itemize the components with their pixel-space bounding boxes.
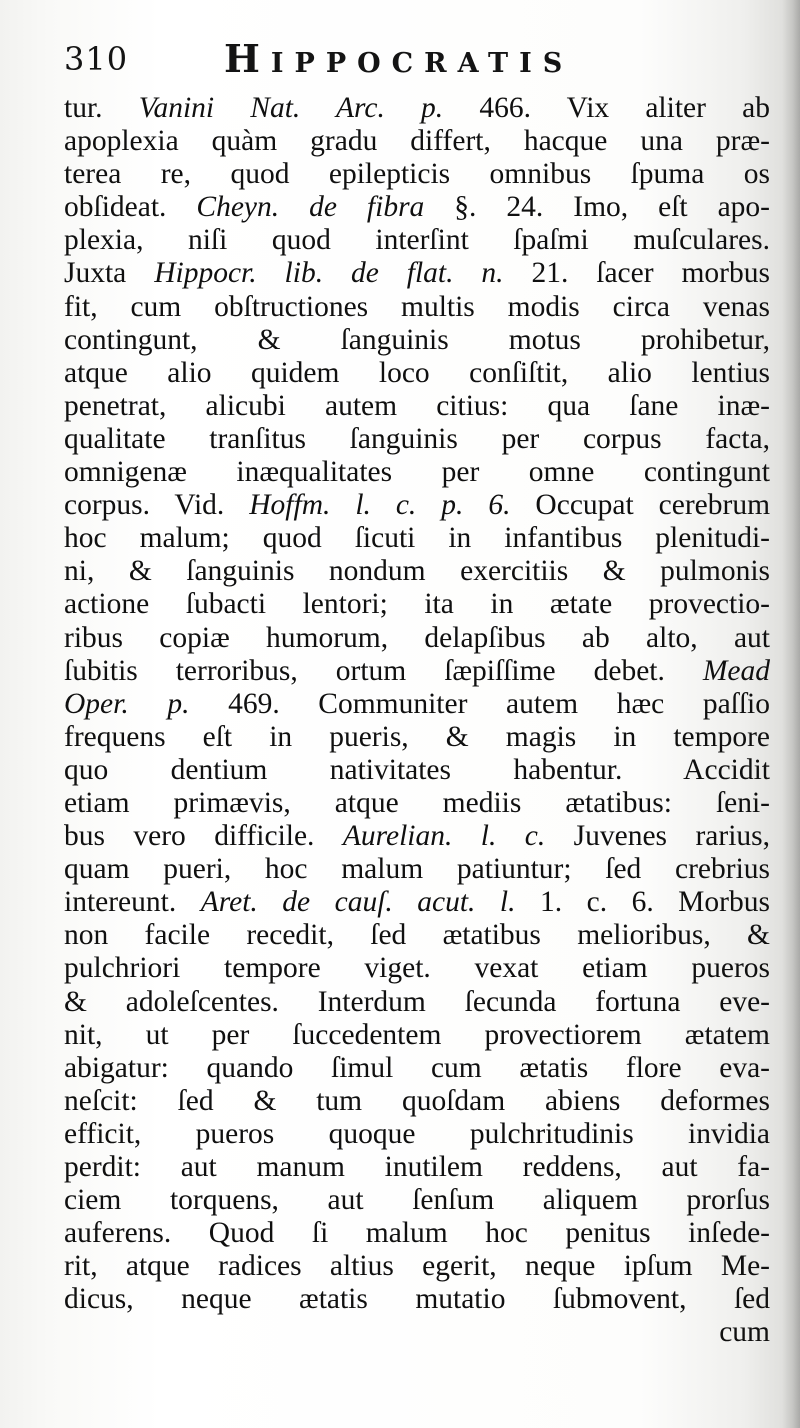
text-line: neſcit: ſed & tum quoſdam abiens deformes <box>64 1084 770 1117</box>
text-line: ni, & ſanguinis nondum exercitiis & pulmonis <box>64 555 770 588</box>
text-line: contingunt, & ſanguinis motus prohibetur, <box>64 323 770 356</box>
text-line: nit, ut per ſuccedentem provectiorem ætatem <box>64 1018 770 1051</box>
text-line: atque alio quidem loco conſiſtit, alio lentius <box>64 356 770 389</box>
text-line: obſideat. Cheyn. de fibra §. 24. Imo, eſt apo- <box>64 191 770 224</box>
text-line: qualitate tranſitus ſanguinis per corpus facta, <box>64 422 770 455</box>
citation: Vanini Nat. Arc. p. <box>138 92 444 124</box>
citation: Oper. p. <box>64 687 190 720</box>
text-line: & adoleſcentes. Interdum ſecunda fortuna eve- <box>64 985 770 1018</box>
text-line: ribus copiæ humorum, delapſibus ab alto, aut <box>64 621 770 654</box>
catchword: cum <box>719 1316 770 1349</box>
text-line: perdit: aut manum inutilem reddens, aut fa- <box>64 1151 770 1183</box>
text-line: abigatur: quando ſimul cum ætatis flore eva- <box>64 1051 770 1084</box>
text-line: apoplexia quàm gradu differt, hacque una præ- <box>64 125 770 158</box>
citation: Hoffm. l. c. p. 6. <box>249 489 511 522</box>
text-line: non facile recedit, ſed ætatibus melioribus, & <box>64 919 770 952</box>
text-line: quam pueri, hoc malum patiuntur; ſed crebrius <box>64 853 770 886</box>
text-line: penetrat, alicubi autem citius: qua ſane inæ- <box>64 389 770 422</box>
text-line: terea re, quod epilepticis omnibus ſpuma os <box>64 158 770 191</box>
text-line: fit, cum obſtructiones multis modis circa venas <box>64 290 770 323</box>
citation: Aurelian. l. c. <box>342 820 546 853</box>
text-line: ſubitis terroribus, ortum ſæpiſſime debet. Mead <box>64 654 770 687</box>
text-line: actione ſubacti lentori; ita in ætate provectio- <box>64 588 770 621</box>
page-header <box>64 36 764 86</box>
citation: Mead <box>702 654 770 687</box>
text-line: dicus, neque ætatis mutatio ſubmovent, ſed <box>64 1283 770 1316</box>
text-line: bus vero difficile. Aurelian. l. c. Juvenes rarius, <box>64 820 770 853</box>
text-line: quo dentium nativitates habentur. Accidit <box>64 753 770 786</box>
text-line: plexia, niſi quod interſint ſpaſmi muſculares. <box>64 224 770 257</box>
citation: Aret. de cauſ. acut. l. <box>200 886 516 919</box>
text-line: intereunt. Aret. de cauſ. acut. l. 1. c. 6. Morbus <box>64 886 770 919</box>
text-line: hoc malum; quod ſicuti in infantibus plenitudi- <box>64 522 770 555</box>
text-line: omnigenæ inæqualitates per omne contingunt <box>64 456 770 489</box>
text-line: etiam primævis, atque mediis ætatibus: ſeni- <box>64 786 770 819</box>
body-text <box>64 92 770 1350</box>
text-line: Oper. p. 469. Communiter autem hæc paſſio <box>64 687 770 720</box>
text-line: tur. Vanini Nat. Arc. p. 466. Vix aliter ab <box>64 92 770 124</box>
text-line: frequens eſt in pueris, & magis in tempore <box>64 720 770 753</box>
page-number: 310 <box>64 40 129 78</box>
citation: Hippocr. lib. de flat. n. <box>154 257 504 290</box>
text-line: Juxta Hippocr. lib. de flat. n. 21. ſacer morbus <box>64 257 770 290</box>
text-line: ciem torquens, aut ſenſum aliquem prorſus <box>64 1184 770 1217</box>
citation: Cheyn. de fibra <box>196 191 425 224</box>
text-line: corpus. Vid. Hoffm. l. c. p. 6. Occupat cerebrum <box>64 489 771 522</box>
running-title: Hippocratis <box>224 36 574 81</box>
text-line: pulchriori tempore viget. vexat etiam pueros <box>64 952 770 985</box>
text-line: rit, atque radices altius egerit, neque ipſum Me- <box>64 1250 770 1283</box>
page-edge-shadow <box>782 0 800 1428</box>
text-line: auferens. Quod ſi malum hoc penitus inſede- <box>64 1217 770 1250</box>
text-line: efficit, pueros quoque pulchritudinis invidia <box>64 1117 770 1150</box>
